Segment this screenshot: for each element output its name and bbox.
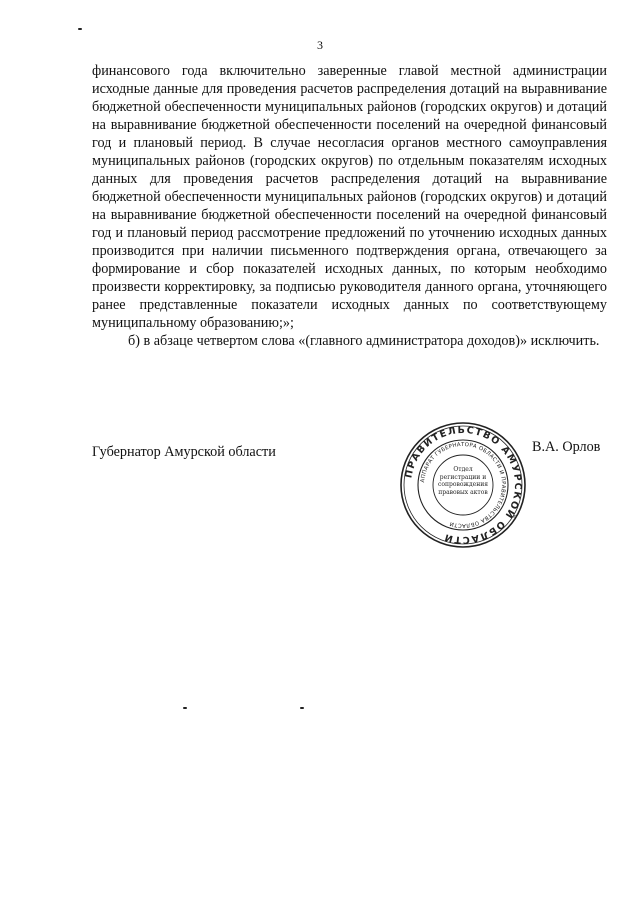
scan-speck (300, 707, 304, 709)
scan-speck (183, 707, 187, 709)
signatory-title: Губернатор Амурской области (92, 444, 276, 460)
paragraph-continuation: финансового года включительно заверенные главой местной администрации исходные данные для проведения расчетов распределения дотаций на выравнивание бюджетной обеспеченности муниципальных районов (городских округов) и дотаций на выравнивание бюджетной обеспеченности поселений на очередной финансовый год и плановый период. В случае несогласия органов местного самоуправления муниципальных районов (городских округов) по отдельным показателям исходных данных для проведения расчетов распределения дотаций на выравнивание бюджетной обеспеченности муниципальных районов (городских округов) и дотаций на выравнивание бюджетной обеспеченности поселений на очередной финансовый год и плановый период рассмотрение предложений по уточнению исходных данных производится при наличии письменного подтверждения органа, отвечающего за формирование и сбор показателей исходных данных, по которым необходимо произвести корректировку, за подписью руководителя данного органа, уточняющего ранее представленные показатели исходных данных по соответствующему муниципальному образованию;»; (92, 63, 607, 331)
page-number: 3 (317, 38, 323, 52)
signatory-name: В.А. Орлов (532, 439, 601, 455)
seal-center-text: Отдел регистрации и сопровождения правовых актов (438, 466, 488, 496)
scan-speck (78, 28, 82, 30)
document-body (92, 62, 607, 350)
official-seal-stamp (398, 420, 528, 550)
seal-outer-text: ПРАВИТЕЛЬСТВО АМУРСКОЙ ОБЛАСТИ (403, 424, 524, 546)
paragraph-amendment-b: б) в абзаце четвертом слова «(главного администратора доходов)» исключить. (128, 333, 600, 349)
seal-inner-ring-text: АППАРАТ ГУБЕРНАТОРА ОБЛАСТИ И ПРАВИТЕЛЬСТВА ОБЛАСТИ (420, 441, 507, 529)
